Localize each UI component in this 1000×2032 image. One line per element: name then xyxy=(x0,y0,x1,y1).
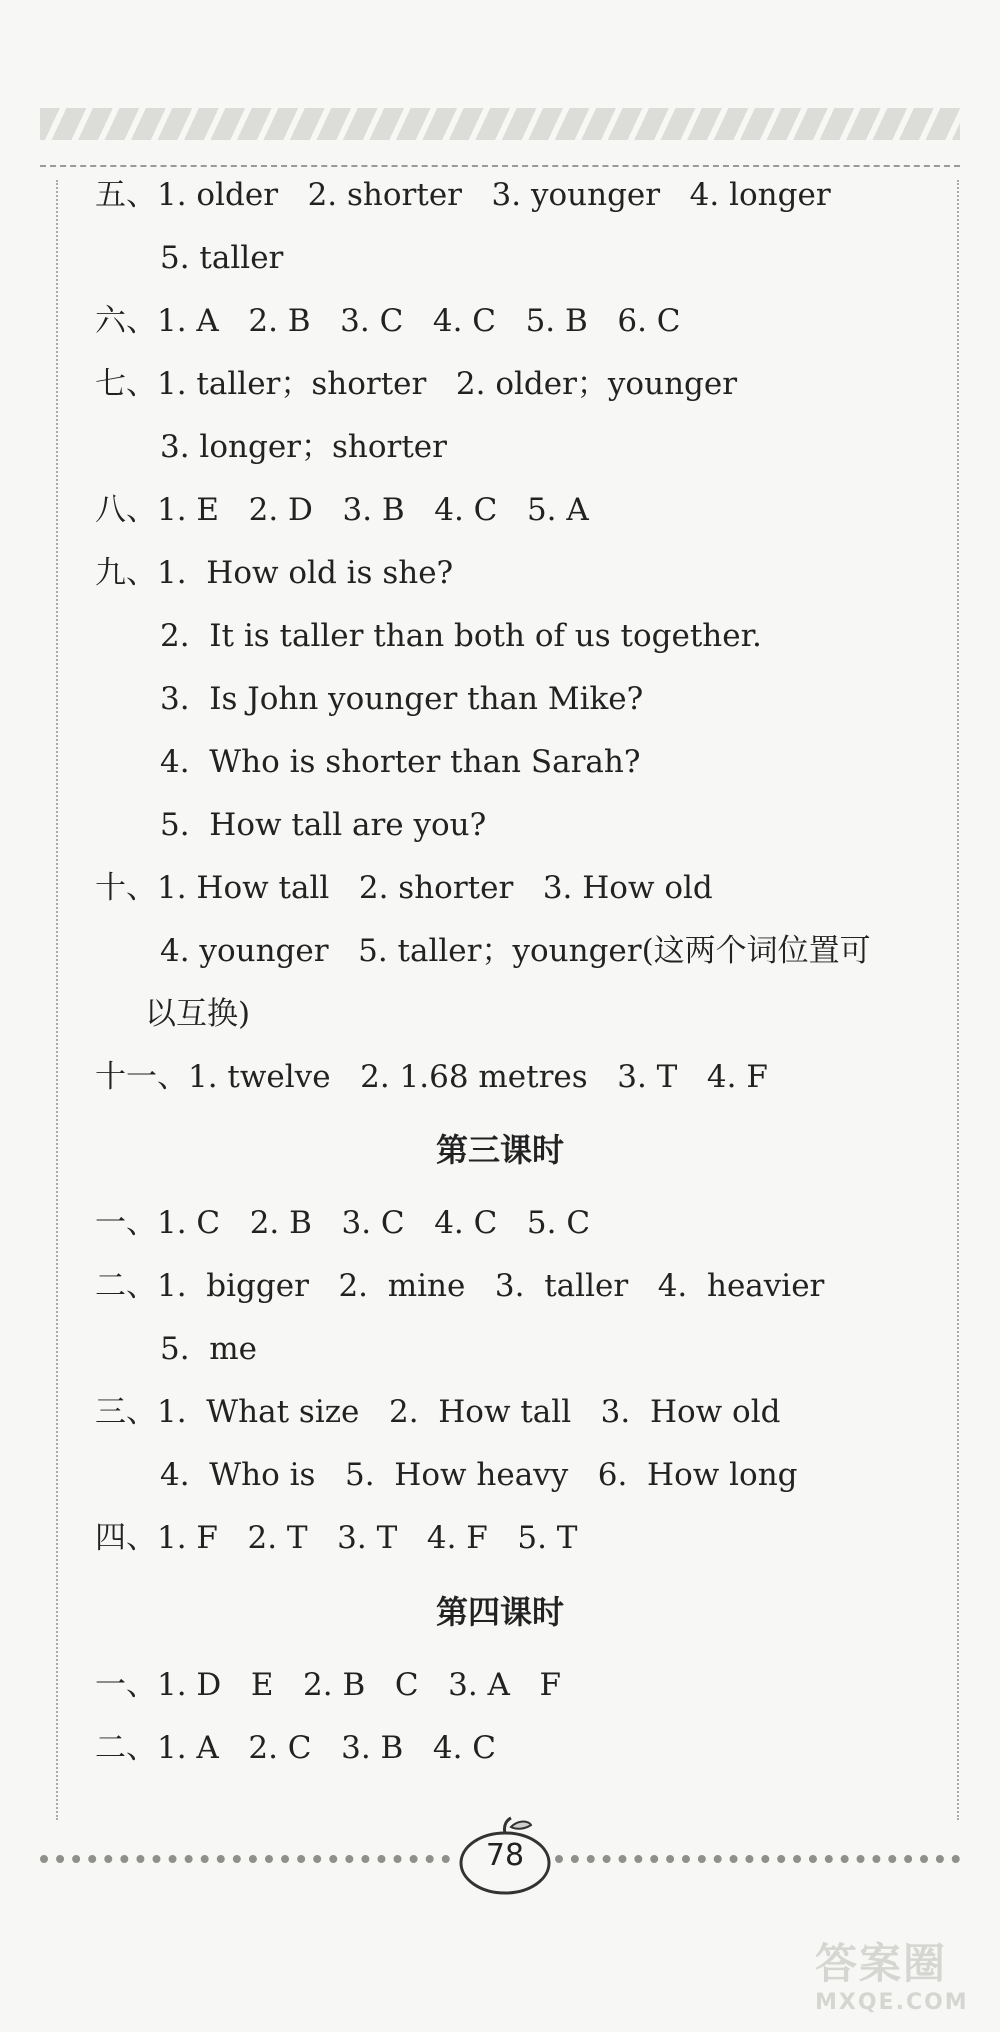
answer-line: 4. Who is shorter than Sarah? xyxy=(160,744,641,780)
section-heading: 第三课时 xyxy=(435,1131,564,1169)
answer-line: 以互换) xyxy=(145,996,251,1032)
footer-dots-right xyxy=(555,1855,960,1873)
answer-line: 2. It is taller than both of us together. xyxy=(160,618,762,654)
answer-line: 5. How tall are you? xyxy=(160,807,487,843)
answer-line: 五、1. older 2. shorter 3. younger 4. longer xyxy=(95,177,831,213)
answer-line: 六、1. A 2. B 3. C 4. C 5. B 6. C xyxy=(95,303,681,339)
answer-line: 一、1. C 2. B 3. C 4. C 5. C xyxy=(95,1205,591,1241)
watermark-title: 答案圈 xyxy=(815,1939,948,1988)
answer-line: 3. Is John younger than Mike? xyxy=(160,681,644,717)
answer-line: 十一、1. twelve 2. 1.68 metres 3. T 4. F xyxy=(95,1059,768,1095)
answer-line: 5. me xyxy=(160,1331,258,1367)
answer-line: 3. longer；shorter xyxy=(160,429,447,465)
answer-line: 七、1. taller；shorter 2. older；younger xyxy=(95,366,738,402)
header-decoration xyxy=(40,108,960,140)
answer-line: 四、1. F 2. T 3. T 4. F 5. T xyxy=(95,1520,578,1556)
answer-line: 一、1. D E 2. B C 3. A F xyxy=(95,1667,561,1703)
answer-line: 4. younger 5. taller；younger(这两个词位置可 xyxy=(160,933,871,969)
footer-dots-left xyxy=(40,1855,450,1873)
watermark-url: MXQE.COM xyxy=(815,1990,969,2015)
left-margin-line xyxy=(56,180,58,1820)
section-heading: 第四课时 xyxy=(435,1593,564,1631)
header-divider xyxy=(40,165,960,167)
answer-line: 九、1. How old is she? xyxy=(95,555,454,591)
watermark-logo xyxy=(815,1940,995,2028)
page-number: 78 xyxy=(485,1838,525,1873)
answer-line: 二、1. bigger 2. mine 3. taller 4. heavier xyxy=(95,1268,825,1304)
answer-line: 十、1. How tall 2. shorter 3. How old xyxy=(95,870,713,906)
answer-line: 5. taller xyxy=(160,240,284,276)
answer-line: 二、1. A 2. C 3. B 4. C xyxy=(95,1730,497,1766)
answer-line: 三、1. What size 2. How tall 3. How old xyxy=(95,1394,781,1430)
answer-line: 4. Who is 5. How heavy 6. How long xyxy=(160,1457,798,1493)
answer-line: 八、1. E 2. D 3. B 4. C 5. A xyxy=(95,492,589,528)
right-margin-line xyxy=(957,180,959,1820)
